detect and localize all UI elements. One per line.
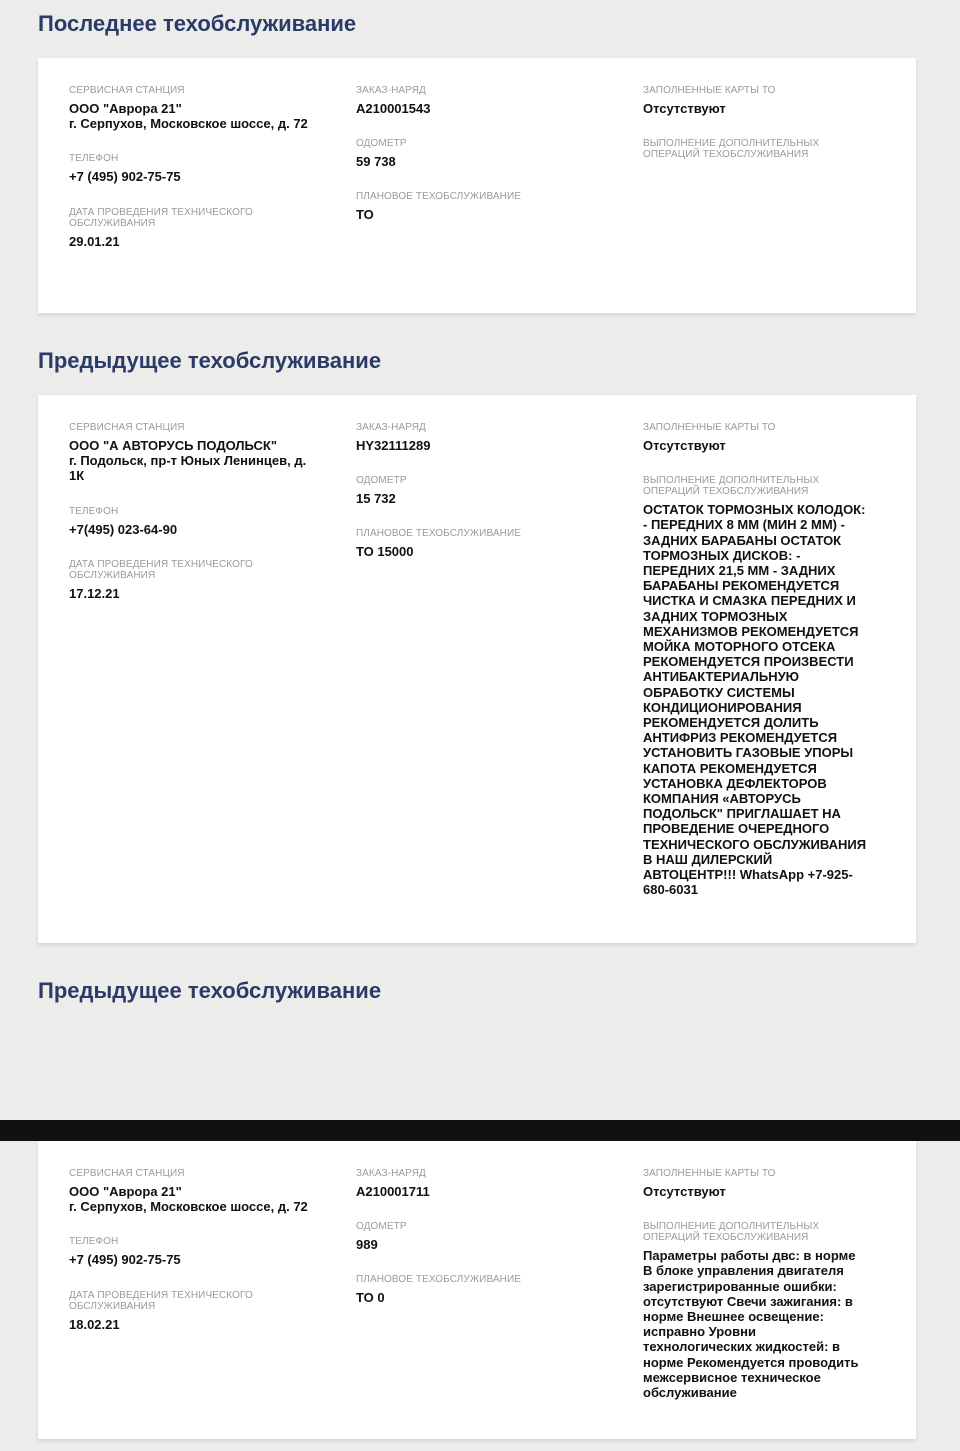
column-station: [69, 395, 309, 601]
maintenance-card-previous: [38, 395, 916, 943]
filled-cards-label: ЗАПОЛНЕННЫЕ КАРТЫ ТО: [643, 1168, 776, 1179]
filled-cards-value: Отсутствуют: [643, 438, 726, 453]
screenshot-divider: [0, 1120, 960, 1141]
column-order: [356, 395, 596, 560]
service-date-label: ДАТА ПРОВЕДЕНИЯ ТЕХНИЧЕСКОГО ОБСЛУЖИВАНИЯ: [69, 558, 253, 581]
service-date-value: 29.01.21: [69, 233, 120, 249]
filled-cards-value: Отсутствуют: [643, 1184, 726, 1199]
service-date-value: 18.02.21: [69, 1316, 120, 1332]
maintenance-card-previous-2: [38, 1141, 916, 1439]
phone-label: ТЕЛЕФОН: [69, 153, 119, 165]
column-order: [356, 1141, 596, 1306]
service-station-value: ООО "Аврора 21" г. Серпухов, Московское шоссе, д. 72: [69, 1184, 308, 1215]
odometer-label: ОДОМЕТР: [356, 138, 407, 150]
filled-cards-label: ЗАПОЛНЕННЫЕ КАРТЫ ТО: [643, 85, 776, 96]
filled-cards-label: ЗАПОЛНЕННЫЕ КАРТЫ ТО: [643, 422, 776, 433]
extra-operations-label: ВЫПОЛНЕНИЕ ДОПОЛНИТЕЛЬНЫХ ОПЕРАЦИЙ ТЕХОБСЛУЖИВАНИЯ: [643, 138, 820, 161]
planned-maintenance-label: ПЛАНОВОЕ ТЕХОБСЛУЖИВАНИЕ: [356, 191, 522, 203]
odometer-value: 15 732: [356, 491, 396, 507]
planned-maintenance-label: ПЛАНОВОЕ ТЕХОБСЛУЖИВАНИЕ: [356, 528, 522, 540]
extra-operations-value: Параметры работы двс: в норме В блоке управления двигателя зарегистрированные ошибки: отсутствуют Свечи зажигания: в норме Внешнее освещение: исправно Уровни технологических жидкостей: в норме Рекомендуется проводить межсервисное техническое обслуживание: [643, 1248, 863, 1401]
odometer-label: ОДОМЕТР: [356, 475, 407, 487]
phone-value: +7 (495) 902-75-75: [69, 169, 181, 185]
section-heading-last: Последнее техобслуживание: [38, 11, 357, 36]
extra-operations-value: ОСТАТОК ТОРМОЗНЫХ КОЛОДОК: - ПЕРЕДНИХ 8 ММ (МИН 2 ММ) - ЗАДНИХ БАРАБАНЫ ОСТАТОК ТОРМОЗНЫХ ДИСКОВ: - ПЕРЕДНИХ 21,5 ММ - ЗАДНИХ БАРАБАНЫ РЕКОМЕНДУЕТСЯ ЧИСТКА И СМАЗКА ПЕРЕДНИХ И ЗАДНИХ ТОРМОЗНЫХ МЕХАНИЗМОВ РЕКОМЕНДУЕТСЯ МОЙКА МОТОРНОГО ОТСЕКА РЕКОМЕНДУЕТСЯ ПРОИЗВЕСТИ АНТИБАКТЕРИАЛЬНУЮ ОБРАБОТКУ СИСТЕМЫ КОНДИЦИОНИРОВАНИЯ РЕКОМЕНДУЕТСЯ ДОЛИТЬ АНТИФРИЗ РЕКОМЕНДУЕТСЯ УСТАНОВИТЬ ГАЗОВЫЕ УПОРЫ КАПОТА РЕКОМЕНДУЕТСЯ УСТАНОВКА ДЕФЛЕКТОРОВ КОМПАНИЯ «АВТОРУСЬ ПОДОЛЬСК" ПРИГЛАШАЕТ НА ПРОВЕДЕНИЕ ОЧЕРЕДНОГО ТЕХНИЧЕСКОГО ОБСЛУЖИВАНИЯ В НАШ ДИЛЕРСКИЙ АВТОЦЕНТР!!! WhatsApp +7-925-680-6031: [643, 502, 870, 898]
column-cards: [643, 58, 868, 165]
column-order: [356, 58, 596, 223]
planned-maintenance-value: ТО 0: [356, 1290, 385, 1306]
order-label: ЗАКАЗ-НАРЯД: [356, 422, 426, 433]
odometer-value: 59 738: [356, 154, 396, 170]
section-heading-previous-2: Предыдущее техобслуживание: [38, 978, 382, 1003]
order-value: A210001711: [356, 1184, 430, 1199]
service-station-value: ООО "А АВТОРУСЬ ПОДОЛЬСК" г. Подольск, пр-т Юных Ленинцев, д. 1К: [69, 438, 307, 484]
filled-cards-value: Отсутствуют: [643, 101, 726, 116]
maintenance-card-last: [38, 58, 916, 313]
column-station: [69, 1141, 309, 1332]
service-date-label: ДАТА ПРОВЕДЕНИЯ ТЕХНИЧЕСКОГО ОБСЛУЖИВАНИЯ: [69, 1289, 253, 1312]
extra-operations-label: ВЫПОЛНЕНИЕ ДОПОЛНИТЕЛЬНЫХ ОПЕРАЦИЙ ТЕХОБСЛУЖИВАНИЯ: [643, 475, 820, 498]
service-station-label: СЕРВИСНАЯ СТАНЦИЯ: [69, 85, 185, 96]
section-heading-previous: Предыдущее техобслуживание: [38, 348, 382, 373]
service-station-label: СЕРВИСНАЯ СТАНЦИЯ: [69, 1168, 185, 1179]
service-station-label: СЕРВИСНАЯ СТАНЦИЯ: [69, 422, 185, 433]
service-date-value: 17.12.21: [69, 585, 120, 601]
column-station: [69, 58, 309, 249]
order-label: ЗАКАЗ-НАРЯД: [356, 85, 426, 96]
order-value: HY32111289: [356, 438, 431, 453]
column-cards: [643, 395, 868, 897]
order-label: ЗАКАЗ-НАРЯД: [356, 1168, 426, 1179]
column-cards: [643, 1141, 868, 1400]
service-station-value: ООО "Аврора 21" г. Серпухов, Московское шоссе, д. 72: [69, 101, 308, 132]
phone-label: ТЕЛЕФОН: [69, 1236, 119, 1248]
order-value: A210001543: [356, 101, 431, 116]
extra-operations-label: ВЫПОЛНЕНИЕ ДОПОЛНИТЕЛЬНЫХ ОПЕРАЦИЙ ТЕХОБСЛУЖИВАНИЯ: [643, 1221, 820, 1244]
service-date-label: ДАТА ПРОВЕДЕНИЯ ТЕХНИЧЕСКОГО ОБСЛУЖИВАНИЯ: [69, 206, 253, 229]
phone-label: ТЕЛЕФОН: [69, 505, 119, 517]
odometer-label: ОДОМЕТР: [356, 1221, 407, 1233]
phone-value: +7(495) 023-64-90: [69, 521, 178, 537]
phone-value: +7 (495) 902-75-75: [69, 1252, 181, 1268]
odometer-value: 989: [356, 1237, 378, 1253]
planned-maintenance-value: ТО 15000: [356, 544, 414, 560]
planned-maintenance-value: ТО: [356, 207, 374, 223]
planned-maintenance-label: ПЛАНОВОЕ ТЕХОБСЛУЖИВАНИЕ: [356, 1274, 522, 1286]
